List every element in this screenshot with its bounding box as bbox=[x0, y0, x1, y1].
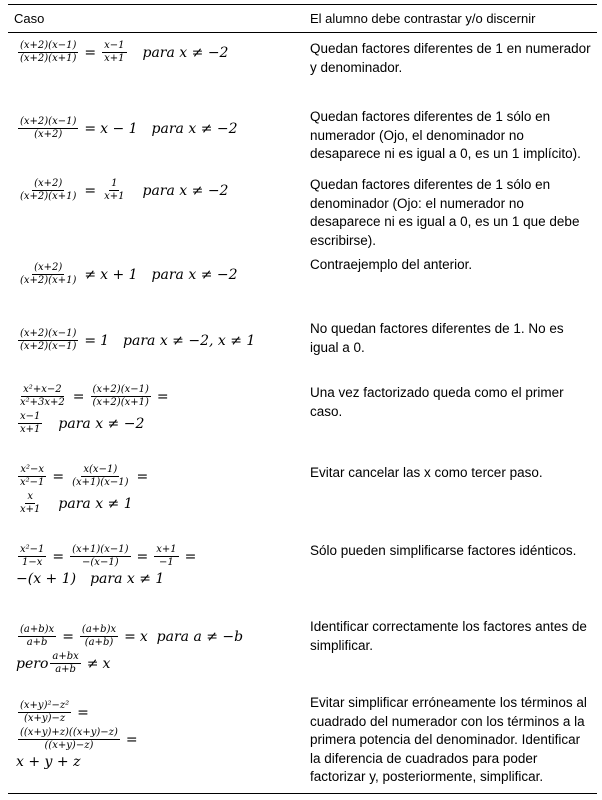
fraction-denominator: −(x−1) bbox=[82, 557, 119, 568]
math-term: para x ≠ −2 bbox=[151, 120, 238, 137]
fraction-numerator: x+1 bbox=[156, 544, 177, 555]
math-term: para x ≠ −2 bbox=[142, 44, 229, 61]
math-operator: = bbox=[77, 704, 89, 721]
math-term: para x ≠ 1 bbox=[58, 495, 133, 512]
math-case bbox=[16, 328, 255, 355]
fraction-denominator: (x+2)(x+1) bbox=[92, 397, 149, 408]
math-operator: ≠ bbox=[86, 655, 99, 672]
math-operator: = bbox=[84, 332, 97, 349]
fraction-numerator: x²+x−2 bbox=[23, 384, 62, 395]
fraction-denominator: (x+2)(x+1) bbox=[20, 53, 77, 64]
row-description: Sólo pueden simplificarse factores idénticos. bbox=[310, 543, 577, 558]
fraction bbox=[18, 384, 67, 409]
fraction bbox=[18, 464, 46, 489]
fraction-numerator: (x+2)(x−1) bbox=[20, 116, 77, 127]
math-operator: = bbox=[52, 468, 65, 485]
fraction-denominator: (x+y)−z bbox=[24, 713, 66, 724]
table-row bbox=[8, 619, 597, 694]
fraction bbox=[91, 384, 151, 409]
row-description: Quedan factores diferentes de 1 sólo en denominador (Ojo: el numerador no desaparece ni es igual a 0, es un 1 que debe escribirse). bbox=[310, 177, 580, 248]
math-case bbox=[16, 40, 228, 67]
table-row bbox=[8, 384, 597, 456]
row-description: Contraejemplo del anterior. bbox=[310, 257, 473, 272]
math-term: 1 bbox=[100, 332, 110, 349]
math-operator: = bbox=[72, 388, 85, 405]
fraction-numerator: (x+1)(x−1) bbox=[72, 544, 129, 555]
math-line bbox=[16, 754, 142, 770]
math-term: para x ≠ −2 bbox=[58, 415, 145, 432]
fraction-denominator: (x+2)(x+1) bbox=[20, 275, 77, 286]
math-operator: = bbox=[136, 468, 149, 485]
fraction-denominator: (x+2)(x−1) bbox=[20, 341, 77, 352]
fraction bbox=[18, 544, 46, 569]
math-line bbox=[16, 328, 255, 353]
fraction-denominator: x+1 bbox=[104, 191, 125, 202]
math-operator: = bbox=[156, 388, 169, 405]
math-case bbox=[16, 384, 173, 438]
table-row bbox=[8, 36, 597, 96]
fraction-numerator: (x+2) bbox=[34, 178, 63, 189]
table-row bbox=[8, 544, 597, 620]
fraction-numerator: (x+2)(x−1) bbox=[20, 328, 77, 339]
math-operator: = bbox=[136, 548, 149, 565]
fraction-denominator: x+1 bbox=[20, 424, 41, 435]
math-term: para x ≠ −2 bbox=[151, 266, 238, 283]
fraction-numerator: x−1 bbox=[20, 411, 41, 422]
math-term: x para a ≠ −b bbox=[139, 628, 244, 645]
fraction bbox=[18, 40, 78, 65]
fraction-denominator: (x+1)(x−1) bbox=[72, 477, 129, 488]
math-line bbox=[16, 178, 228, 203]
fraction-denominator: x+1 bbox=[20, 504, 41, 515]
math-term: x + 1 bbox=[100, 266, 138, 283]
math-line bbox=[16, 464, 152, 489]
math-case bbox=[16, 116, 238, 143]
fraction-numerator: (x+2)(x−1) bbox=[92, 384, 149, 395]
fraction bbox=[18, 328, 78, 353]
fraction-numerator: (x+2)(x−1) bbox=[20, 40, 77, 51]
fraction bbox=[18, 178, 78, 203]
row-description: No quedan factores diferentes de 1. No es igual a 0. bbox=[310, 321, 564, 355]
math-case bbox=[16, 700, 142, 772]
math-term: x − 1 bbox=[100, 120, 138, 137]
math-operator: = bbox=[124, 628, 136, 645]
math-line bbox=[16, 116, 238, 141]
table-row bbox=[8, 104, 597, 168]
fraction-denominator: (x+2)(x+1) bbox=[20, 191, 77, 202]
fraction-denominator: a+b bbox=[26, 637, 48, 648]
math-operator: = bbox=[84, 44, 97, 61]
fraction-numerator: (x+2) bbox=[34, 262, 63, 273]
math-line bbox=[16, 727, 142, 752]
fraction-denominator: x+1 bbox=[104, 53, 125, 64]
math-term: para x ≠ −2, x ≠ 1 bbox=[123, 332, 256, 349]
row-description: Identificar correctamente los factores antes de simplificar. bbox=[310, 619, 587, 653]
fraction bbox=[18, 727, 120, 752]
fraction-denominator: ((x+y)−z) bbox=[44, 740, 94, 751]
fraction-numerator: x(x−1) bbox=[83, 464, 118, 475]
fraction bbox=[80, 624, 118, 649]
math-line bbox=[16, 40, 228, 65]
math-term: x bbox=[102, 655, 111, 672]
table-row bbox=[8, 695, 597, 790]
math-case bbox=[16, 178, 228, 205]
fraction bbox=[70, 464, 130, 489]
math-line bbox=[16, 262, 238, 287]
fraction bbox=[102, 178, 126, 203]
math-term: x + y + z bbox=[16, 754, 81, 770]
fraction-denominator: −1 bbox=[159, 557, 174, 568]
fraction-numerator: x²−x bbox=[20, 464, 45, 475]
math-line bbox=[16, 491, 152, 516]
fraction-denominator: (x+2) bbox=[34, 129, 63, 140]
fraction-numerator: x bbox=[27, 491, 34, 502]
table-row bbox=[8, 254, 597, 314]
math-operator: = bbox=[125, 731, 138, 748]
fraction bbox=[18, 262, 78, 287]
math-case bbox=[16, 544, 200, 589]
fraction-numerator: (a+b)x bbox=[81, 624, 117, 635]
table-header bbox=[8, 4, 597, 33]
column-header-contrastar: El alumno debe contrastar y/o discernir bbox=[310, 11, 536, 26]
fraction-denominator: x²+3x+2 bbox=[20, 397, 65, 408]
row-description: Evitar simplificar erróneamente los términos al cuadrado del numerador con los términos a la primera potencia del denominador. Identificar la diferencia de cuadrados para poder factorizar y, posteriormente, simplificar. bbox=[310, 695, 587, 784]
fraction-denominator: a+b bbox=[55, 664, 76, 675]
math-line bbox=[16, 624, 243, 649]
math-term: para x ≠ −2 bbox=[142, 182, 229, 199]
fraction bbox=[18, 624, 56, 649]
math-operator: ≠ bbox=[84, 266, 97, 283]
fraction bbox=[18, 411, 42, 436]
fraction bbox=[154, 544, 178, 569]
table-row bbox=[8, 320, 597, 380]
fraction bbox=[102, 40, 126, 65]
fraction-numerator: (a+b)x bbox=[20, 624, 55, 635]
math-case bbox=[16, 262, 238, 289]
table-bottom-rule bbox=[8, 793, 597, 794]
row-description: Una vez factorizado queda como el primer caso. bbox=[310, 385, 564, 419]
fraction-numerator: (x+y)²−z² bbox=[20, 700, 70, 711]
fraction-numerator: a+bx bbox=[52, 651, 79, 662]
fraction-denominator: 1−x bbox=[22, 557, 43, 568]
math-term: pero bbox=[16, 655, 49, 672]
math-line bbox=[16, 544, 200, 569]
math-line bbox=[16, 571, 200, 587]
fraction-denominator: (a+b) bbox=[84, 637, 114, 648]
row-description: Evitar cancelar las x como tercer paso. bbox=[310, 465, 543, 480]
math-line bbox=[16, 384, 173, 409]
column-header-caso: Caso bbox=[14, 11, 45, 26]
math-term: para x ≠ 1 bbox=[90, 571, 165, 587]
math-operator: = bbox=[52, 548, 65, 565]
fraction-numerator: 1 bbox=[111, 178, 118, 189]
fraction bbox=[18, 491, 42, 516]
row-description: Quedan factores diferentes de 1 en numerador y denominador. bbox=[310, 41, 591, 75]
table-row bbox=[8, 464, 597, 540]
fraction bbox=[70, 544, 130, 569]
math-line bbox=[16, 411, 173, 436]
fraction bbox=[50, 651, 80, 676]
fraction-numerator: x−1 bbox=[104, 40, 125, 51]
row-description: Quedan factores diferentes de 1 sólo en numerador (Ojo, el denominador no desaparece ni es igual a 0, es un 1 implícito). bbox=[310, 109, 581, 161]
math-line bbox=[16, 700, 142, 725]
fraction bbox=[18, 116, 78, 141]
fraction-numerator: ((x+y)+z)((x+y)−z) bbox=[20, 727, 118, 738]
math-operator: = bbox=[62, 628, 74, 645]
math-operator: = bbox=[184, 548, 197, 565]
math-operator: = bbox=[84, 120, 97, 137]
fraction bbox=[18, 700, 71, 725]
math-case bbox=[16, 624, 243, 678]
fraction-denominator: x²−1 bbox=[20, 477, 45, 488]
fraction-numerator: x²−1 bbox=[20, 544, 45, 555]
table-row bbox=[8, 172, 597, 252]
math-line bbox=[16, 651, 243, 676]
math-operator: = bbox=[84, 182, 97, 199]
math-case bbox=[16, 464, 152, 518]
math-term: −(x + 1) bbox=[16, 571, 77, 587]
comparison-table bbox=[8, 4, 597, 784]
